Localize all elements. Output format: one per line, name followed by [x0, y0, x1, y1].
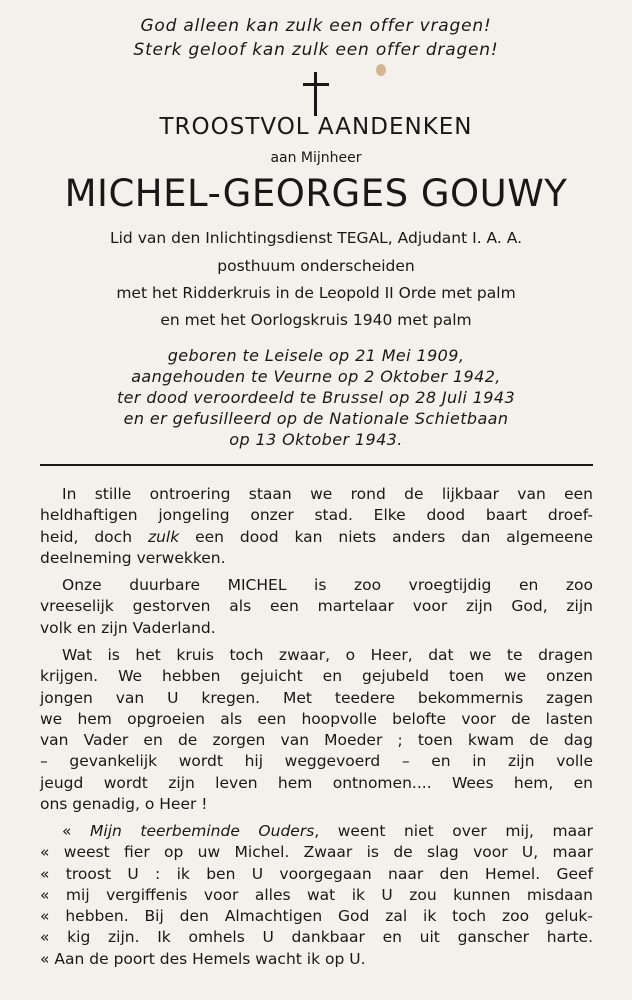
paragraph-4-farewell-letter	[40, 821, 593, 970]
life-event-line: aangehouden te Veurne op 2 Oktober 1942,	[131, 367, 501, 386]
deceased-name: MICHEL-GEORGES GOUWY	[64, 172, 568, 215]
text-line: vreeselijk gestorven als een martelaar voor zijn God, zijn	[40, 597, 593, 616]
life-event-line: geboren te Leisele op 21 Mei 1909,	[167, 346, 465, 365]
text-line: volk en zijn Vaderland.	[40, 618, 216, 637]
text-line: we hem opgroeien als een hoopvolle belofte voor de lasten	[40, 709, 593, 728]
motto-line-1: God alleen kan zulk een offer vragen!	[140, 16, 492, 36]
honour-line: met het Ridderkruis in de Leopold II Orde met palm	[116, 284, 516, 302]
paragraph-2	[40, 575, 593, 639]
honour-line: posthuum onderscheiden	[217, 257, 415, 275]
life-event-line: op 13 Oktober 1943.	[229, 430, 403, 449]
text-line: « hebben. Bij den Almachtigen God zal ik toch zoo geluk-	[40, 907, 593, 926]
cross-icon	[303, 72, 329, 116]
text-line: jongen van U kregen. Met teedere bekommernis zagen	[40, 688, 593, 707]
paragraph-1	[40, 484, 593, 569]
honour-line: Lid van den Inlichtingsdienst TEGAL, Adjudant I. A. A.	[109, 229, 522, 247]
paper-stain	[376, 64, 386, 76]
motto-line-2: Sterk geloof kan zulk een offer dragen!	[133, 40, 499, 60]
card-title: TROOSTVOL AANDENKEN	[159, 114, 473, 140]
text-line: « troost U : ik ben U voorgegaan naar den Hemel. Geef	[40, 864, 593, 883]
divider-rule	[40, 464, 593, 466]
text-line: deelneming verwekken.	[40, 548, 226, 567]
text-line: « Mijn teerbeminde Ouders, weent niet over mij, maar	[62, 822, 593, 840]
text-line: « Aan de poort des Hemels wacht ik op U.	[40, 949, 366, 968]
text-line: van Vader en de zorgen van Moeder ; toen kwam de dag	[40, 731, 593, 750]
text-line: Onze duurbare MICHEL is zoo vroegtijdig en zoo	[62, 576, 593, 594]
honour-line: en met het Oorlogskruis 1940 met palm	[160, 311, 472, 329]
text-line: ons genadig, o Heer !	[40, 795, 208, 814]
text-line: « kig zijn. Ik omhels U dankbaar en uit ganscher harte.	[40, 928, 593, 947]
paragraph-3	[40, 645, 593, 815]
text-line: « mij vergiffenis voor alles wat ik U zou kunnen misdaan	[40, 885, 593, 904]
salutation: aan Mijnheer	[270, 150, 362, 166]
text-line: Wat is het kruis toch zwaar, o Heer, dat we te dragen	[62, 646, 593, 664]
life-event-line: en er gefusilleerd op de Nationale Schietbaan	[123, 409, 509, 428]
text-line: jeugd wordt zijn leven hem ontnomen.... Wees hem, en	[40, 773, 593, 792]
text-line: « weest fier op uw Michel. Zwaar is de slag voor U, maar	[40, 843, 593, 862]
text-line: krijgen. We hebben gejuicht en gejubeld toen we onzen	[40, 667, 593, 686]
text-line: heldhaftigen jongeling onzer stad. Elke dood baart droef-	[40, 506, 593, 525]
text-line: In stille ontroering staan we rond de lijkbaar van een	[62, 485, 593, 503]
text-line: – gevankelijk wordt hij weggevoerd – en in zijn volle	[40, 752, 593, 771]
life-event-line: ter dood veroordeeld te Brussel op 28 Juli 1943	[116, 388, 516, 407]
text-line: heid, doch zulk een dood kan niets anders dan algemeene	[40, 527, 593, 546]
